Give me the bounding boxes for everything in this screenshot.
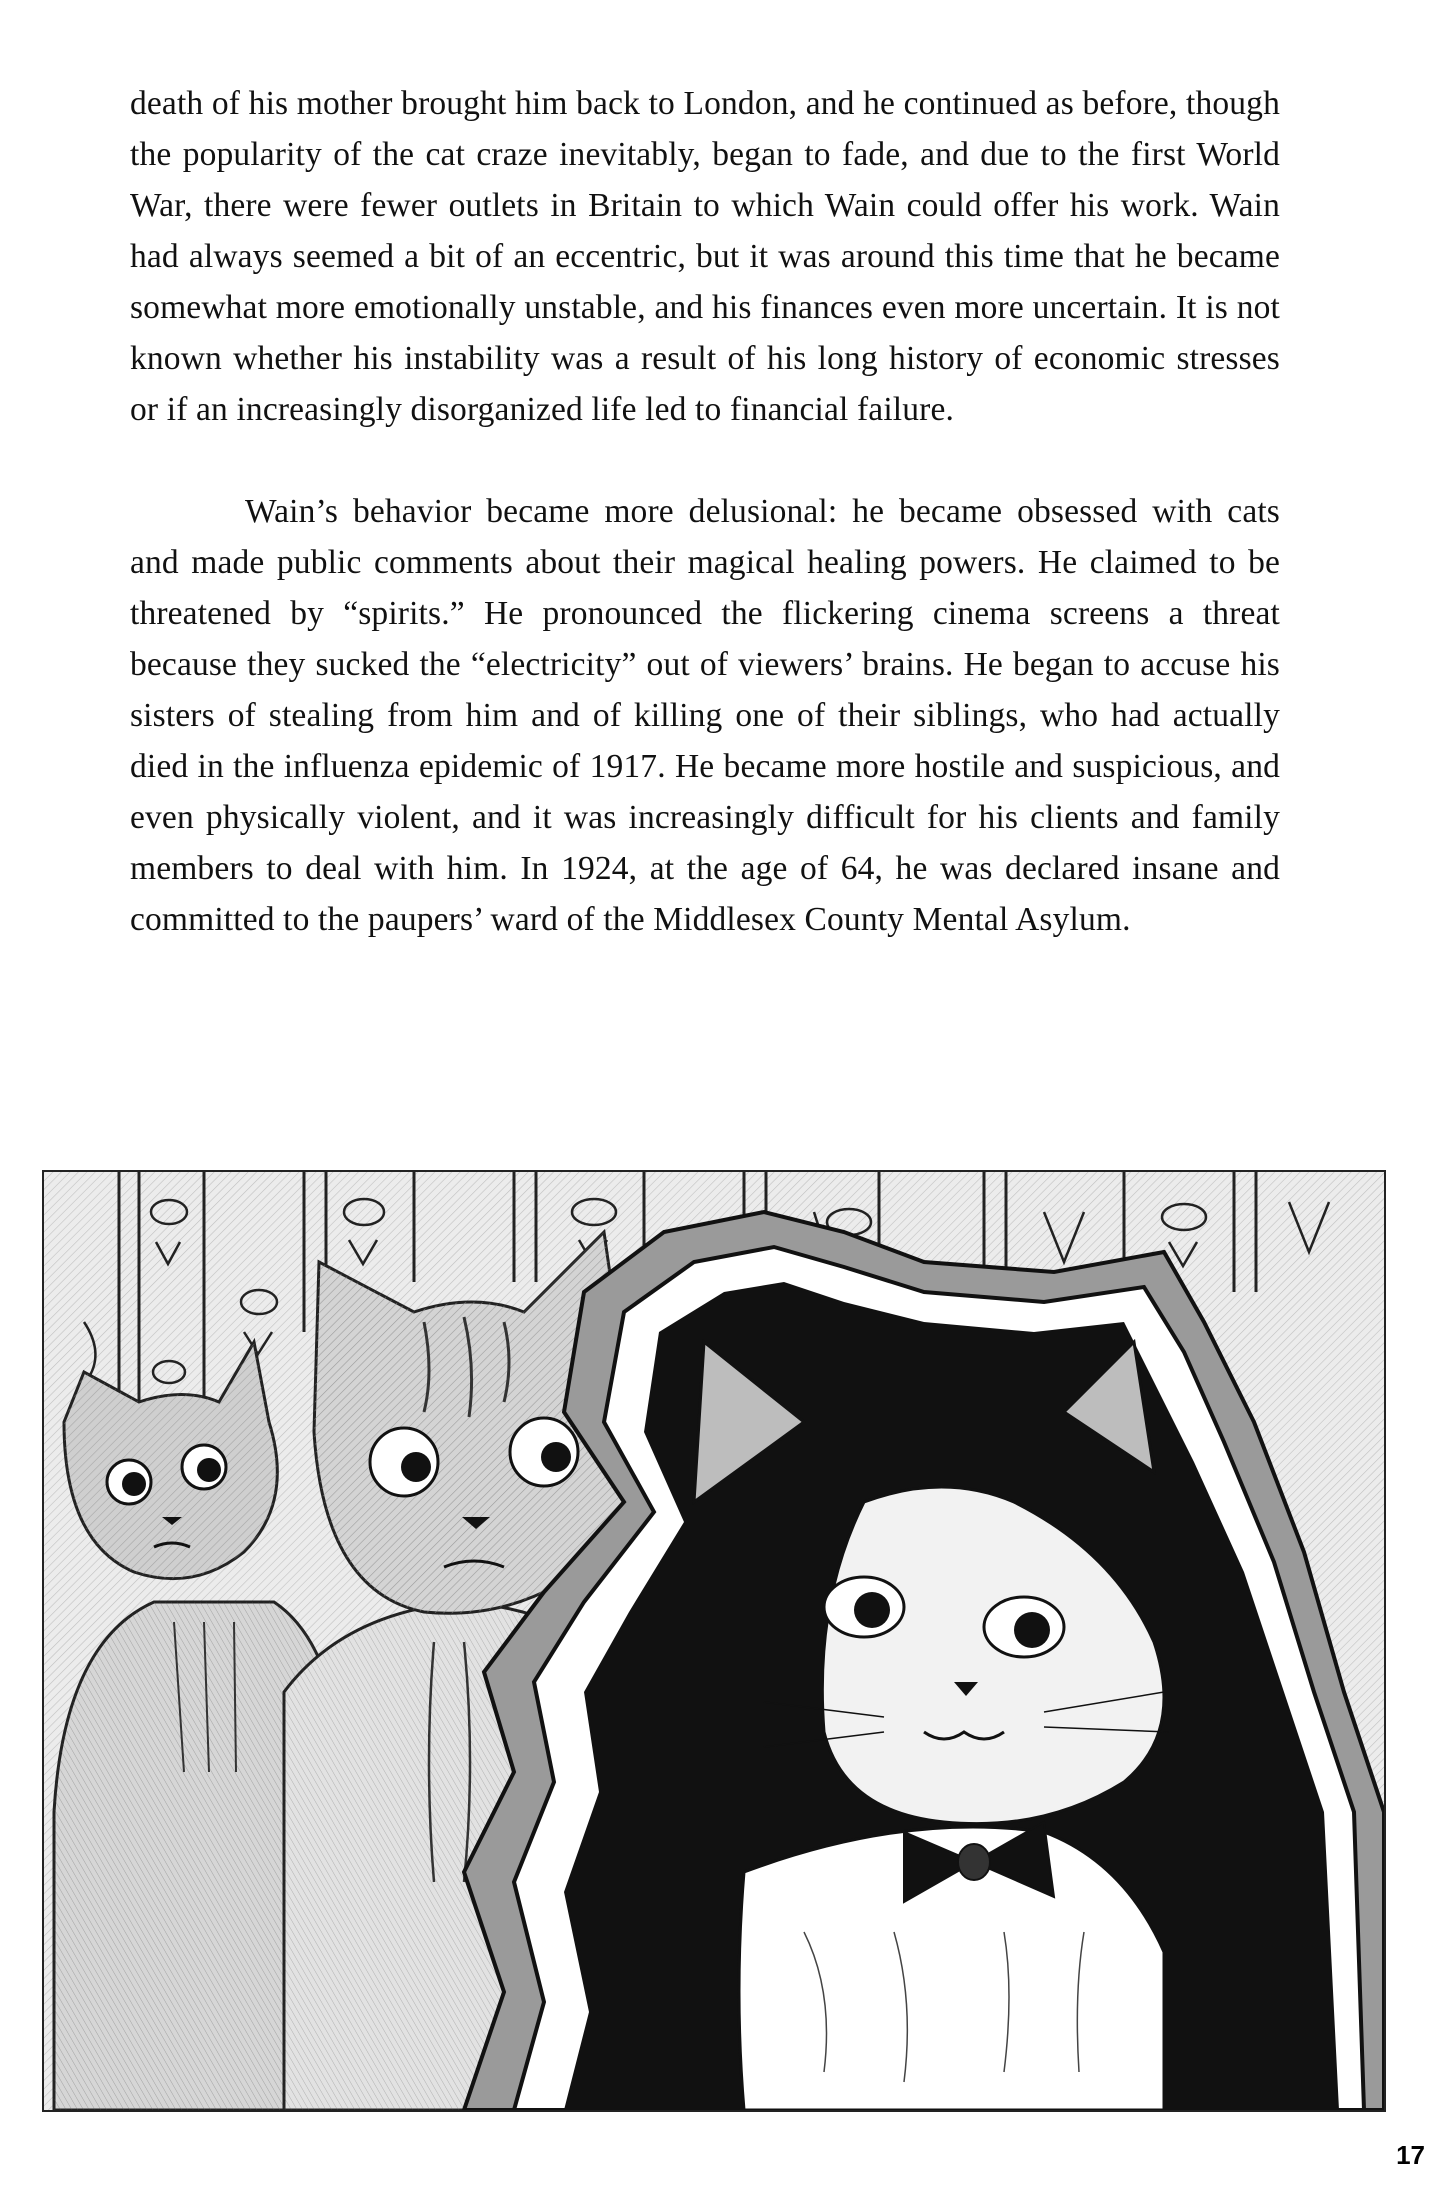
cats-illustration xyxy=(42,1170,1386,2112)
paragraph-2: Wain’s behavior became more delusional: he became obsessed with cats and made public comments about their magical healing powers. He claimed to be threatened by “spirits.” He pronounced the flickering cinema screens a threat because they sucked the “electricity” out of viewers’ brains. He began to accuse his sisters of stealing from him and of killing one of their siblings, who had actually died in the influenza epidemic of 1917. He became more hostile and suspicious, and even physically violent, and it was increasingly difficult for his clients and family members to deal with him. In 1924, at the age of 64, he was declared insane and committed to the paupers’ ward of the Middlesex County Mental Asylum. xyxy=(130,493,1280,938)
page-number: 17 xyxy=(1396,2140,1425,2170)
body-text xyxy=(130,78,1280,945)
paragraph-1: death of his mother brought him back to London, and he continued as before, though the popularity of the cat craze inevitably, began to fade, and due to the first World War, there were fewer outlets in Britain to which Wain could offer his work. Wain had always seemed a bit of an eccentric, but it was around this time that he became somewhat more emotionally unstable, and his finances even more uncertain. It is not known whether his instability was a result of his long history of economic stresses or if an increasingly disorganized life led to financial failure. xyxy=(130,85,1280,428)
